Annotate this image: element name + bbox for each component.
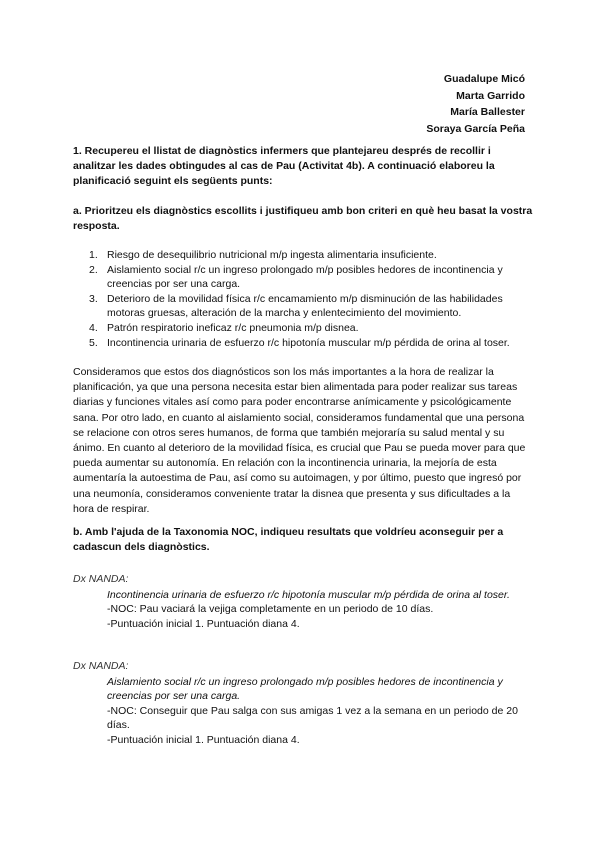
list-item-text: Riesgo de desequilibrio nutricional m/p ingesta alimentaria insuficiente. [107,249,437,261]
list-item [73,292,533,321]
author-list [426,71,525,137]
question-a-heading: a. Prioritzeu els diagnòstics escollits i justifiqueu amb bon criteri en què heu basat la vostra resposta. [73,205,533,233]
noc-diagnosis: Aislamiento social r/c un ingreso prolongado m/p posibles hedores de incontinencia y creencias por ser una carga. [107,675,503,703]
noc-result: -NOC: Pau vaciará la vejiga completamente en un periodo de 10 días. [107,603,434,616]
list-item-text: Deterioro de la movilidad física r/c encamamiento m/p disminución de las habilidades motoras gruesas, alteración de la marcha y enlentecimiento del movimiento. [107,292,503,320]
diagnosis-list [73,248,533,350]
question-1-heading: 1. Recupereu el llistat de diagnòstics infermers que plantejareu després de recollir i analitzar les dades obtingudes al cas de Pau (Activitat 4b). A continuació elaboreu la planificació seguint els següents punts: [73,145,495,188]
list-item-number: 3. [89,292,98,305]
noc-score: -Puntuación inicial 1. Puntuación diana 4. [107,617,300,630]
list-item-text: Aislamiento social r/c un ingreso prolongado m/p posibles hedores de incontinencia y creencias por ser una carga. [107,263,503,291]
noc-item [73,659,533,748]
list-item [73,248,533,263]
list-item-number: 4. [89,321,98,334]
list-item [73,263,533,292]
author-name: Soraya García Peña [426,122,525,135]
noc-score: -Puntuación inicial 1. Puntuación diana 4. [107,733,300,746]
list-item [73,321,533,336]
author-name: Marta Garrido [456,89,525,102]
noc-diagnosis: Incontinencia urinaria de esfuerzo r/c hipotonía muscular m/p pérdida de orina al toser. [107,588,510,601]
list-item-text: Incontinencia urinaria de esfuerzo r/c hipotonía muscular m/p pérdida de orina al toser. [107,336,510,349]
list-item-number: 1. [89,249,98,261]
list-item-text: Patrón respiratorio ineficaz r/c pneumonia m/p disnea. [107,321,359,334]
list-item-number: 5. [89,336,98,349]
author-name: María Ballester [450,106,525,118]
noc-item [73,572,533,631]
list-item [73,336,533,351]
question-b-heading: b. Amb l'ajuda de la Taxonomia NOC, indiqueu resultats que voldríeu aconseguir per a cadascun dels diagnòstics. [73,526,504,554]
noc-result: -NOC: Conseguir que Pau salga con sus amigas 1 vez a la semana en un periodo de 20 días. [107,704,518,732]
dx-nanda-label: Dx NANDA: [73,660,129,672]
dx-nanda-label: Dx NANDA: [73,573,129,585]
author-name: Guadalupe Micó [443,73,525,85]
list-item-number: 2. [89,263,98,276]
justification-paragraph: Consideramos que estos dos diagnósticos son los más importantes a la hora de realizar la planificación, ya que una persona necesita estar bien alimentada para poder realizar sus tareas diarias y funciones vitales así como para poder encontrarse anímicamente y psicológicamente sana. Por otro lado, en cuanto al aislamiento social, consideramos fundamental que una persona se relacione con otros seres humanos, de forma que también mejoraría su salud mental y su ánimo. En cuanto al deterioro de la movilidad física, es crucial que Pau se pueda mover para que pueda aumentar su autonomía. En relación con la incontinencia urinaria, la mejoría de esta aumentaría la autoestima de Pau, así como su autoimagen, y por último, puesto que ingresó por una neumonía, consideramos conveniente tratar la disnea que presenta y sus dificultades a la hora de respirar. [73,366,526,515]
